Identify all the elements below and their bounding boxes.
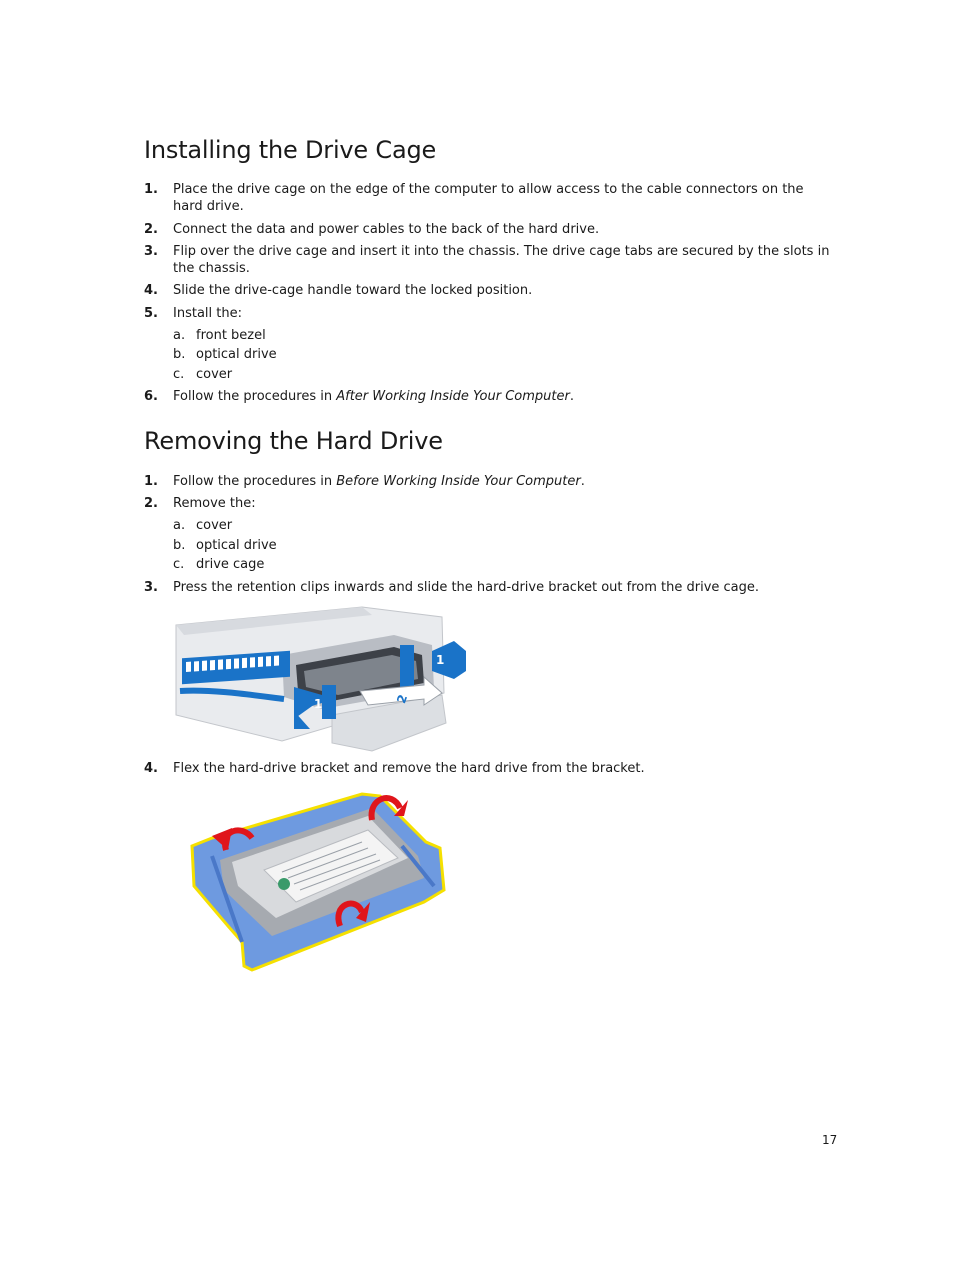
substep-letter: c. bbox=[173, 367, 185, 382]
substep-letter: a. bbox=[173, 518, 186, 533]
section-title-removing-hard-drive: Removing the Hard Drive bbox=[144, 427, 443, 455]
substep-letter: b. bbox=[173, 538, 186, 553]
cross-reference-link[interactable]: After Working Inside Your Computer bbox=[336, 389, 570, 404]
step-number: 1. bbox=[144, 182, 158, 197]
step-number: 3. bbox=[144, 244, 158, 259]
cross-reference-link[interactable]: Before Working Inside Your Computer bbox=[336, 474, 581, 489]
step-text: Place the drive cage on the edge of the computer to allow access to the cable connectors on the hard drive. bbox=[173, 182, 804, 214]
hard-drive-bracket-illustration bbox=[172, 786, 466, 978]
substep-text: front bezel bbox=[196, 328, 266, 343]
step-number: 2. bbox=[144, 222, 158, 237]
step-text: Press the retention clips inwards and slide the hard-drive bracket out from the drive cage. bbox=[173, 580, 760, 595]
substep-item bbox=[173, 366, 232, 383]
substep-item bbox=[173, 556, 264, 573]
substep-item bbox=[173, 517, 232, 534]
step-number: 2. bbox=[144, 496, 158, 511]
callout-label-2: 2 bbox=[394, 692, 411, 706]
step-text: Install the: bbox=[173, 306, 242, 321]
step-text: Remove the: bbox=[173, 496, 256, 511]
page-number: 17 bbox=[822, 1133, 838, 1147]
step-text-plain: Follow the procedures in bbox=[173, 474, 337, 489]
drive-cage-illustration bbox=[172, 605, 472, 753]
step-text bbox=[173, 388, 833, 405]
section-title-installing-drive-cage: Installing the Drive Cage bbox=[144, 136, 437, 164]
substep-text: optical drive bbox=[196, 347, 277, 362]
step-number: 1. bbox=[144, 474, 158, 489]
substep-text: optical drive bbox=[196, 538, 277, 553]
step-number: 4. bbox=[144, 283, 158, 298]
substep-letter: a. bbox=[173, 328, 186, 343]
step-text: Flex the hard-drive bracket and remove the hard drive from the bracket. bbox=[173, 761, 645, 776]
substep-letter: b. bbox=[173, 347, 186, 362]
step-number: 6. bbox=[144, 389, 158, 404]
step-text bbox=[173, 473, 833, 490]
substep-letter: c. bbox=[173, 557, 185, 572]
step-text: Slide the drive-cage handle toward the locked position. bbox=[173, 283, 533, 298]
step-text-plain: Follow the procedures in bbox=[173, 389, 337, 404]
substep-item bbox=[173, 327, 266, 344]
step-number: 4. bbox=[144, 761, 158, 776]
step-text: Flip over the drive cage and insert it into the chassis. The drive cage tabs are secured by the slots in the chassis. bbox=[173, 244, 830, 276]
substep-text: cover bbox=[196, 518, 233, 533]
step-text-plain: . bbox=[569, 389, 574, 404]
step-text: Connect the data and power cables to the back of the hard drive. bbox=[173, 222, 600, 237]
substep-text: drive cage bbox=[196, 557, 265, 572]
substep-text: cover bbox=[196, 367, 233, 382]
step-text-plain: . bbox=[580, 474, 585, 489]
substep-item bbox=[173, 537, 277, 554]
substep-item bbox=[173, 346, 277, 363]
callout-label-1-left: 1 bbox=[314, 697, 323, 711]
step-number: 5. bbox=[144, 306, 158, 321]
step-number: 3. bbox=[144, 580, 158, 595]
callout-label-1-right: 1 bbox=[436, 653, 445, 667]
